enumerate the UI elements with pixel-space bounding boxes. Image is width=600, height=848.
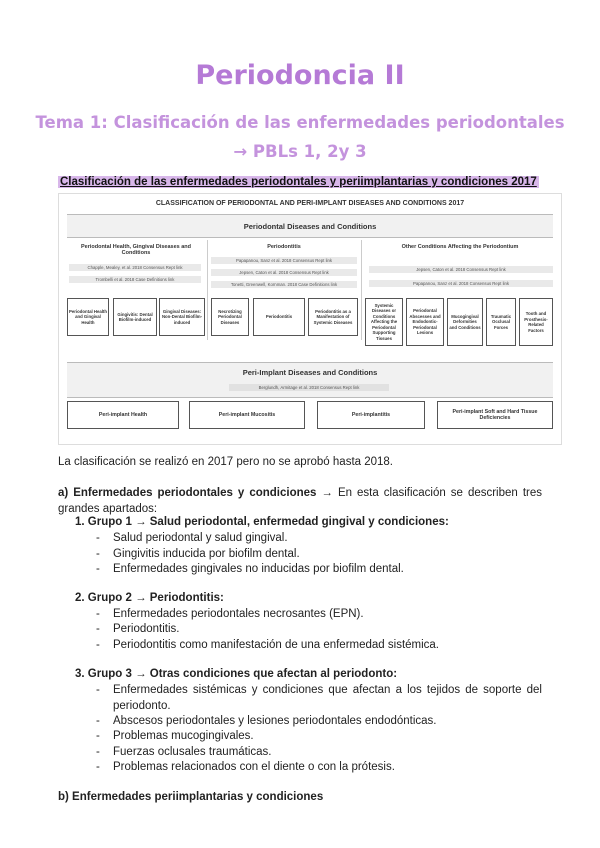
list-item: - Periodontitis como manifestación de una enfermedad sistémica.	[96, 639, 440, 651]
peri-implant-ref: Berglundh, Armitage et al. 2018 Consensus Rept link	[229, 384, 389, 391]
group2-ref: Jepsen, Caton et al. 2018 Consensus Rept link	[211, 269, 357, 276]
group1-ref: Chapple, Mealey, et al. 2018 Consensus Rept link	[69, 264, 201, 271]
peri-implant-box: Peri-implantitis	[317, 401, 425, 429]
part-a-rest: → En esta clasificación se describen tres grandes apartados:	[58, 487, 542, 515]
list-item: - Periodontitis.	[96, 623, 180, 635]
periodontal-band	[67, 214, 553, 238]
figure-title: CLASSIFICATION OF PERIODONTAL AND PERI-IMPLANT DISEASES AND CONDITIONS 2017	[155, 200, 465, 207]
section-heading: Clasificación de las enfermedades periodontales y periimplantarias y condiciones 2017	[60, 176, 537, 188]
page-subtitle: Tema 1: Clasificación de las enfermedades periodontales → PBLs 1, 2y 3	[35, 113, 565, 161]
classification-figure	[58, 193, 562, 445]
list-item: - Abscesos periodontales y lesiones periodontales endodónticas.	[96, 715, 437, 727]
list-item: - Enfermedades periodontales necrosantes (EPN).	[96, 608, 364, 620]
list-item: - Problemas relacionados con el diente o con la prótesis.	[96, 761, 395, 773]
group3-box: Mucogingival Deformities and Conditions	[447, 298, 483, 346]
peri-implant-box: Peri-implant Soft and Hard Tissue Deficiencies	[437, 401, 553, 429]
group2-box: Periodontitis	[253, 298, 305, 336]
group3-box: Tooth and Prosthesis-Related Factors	[519, 298, 553, 346]
group3-heading: Other Conditions Affecting the Periodontium	[401, 244, 519, 250]
part-b-heading: b) Enfermedades periimplantarias y condiciones	[58, 791, 324, 803]
group3-box: Systemic Diseases or Conditions Affecting the Periodontal Supporting Tissues	[365, 298, 403, 346]
group2-box: Necrotizing Periodontal Diseases	[211, 298, 249, 336]
group1-ref: Trombelli et al. 2018 Case Definitions link	[69, 276, 201, 283]
periodontal-band-label: Periodontal Diseases and Conditions	[243, 222, 377, 231]
group3-box: Traumatic Occlusal Forces	[486, 298, 516, 346]
list-item: - Enfermedades gingivales no inducidas por biofilm dental.	[96, 563, 404, 575]
list-item: - Gingivitis inducida por biofilm dental.	[96, 548, 300, 560]
list-item: - Salud periodontal y salud gingival.	[96, 532, 288, 544]
group-title: 3. Grupo 3 → Otras condiciones que afectan al periodonto:	[75, 668, 398, 680]
part-a-paragraph	[58, 486, 542, 517]
list-item: - Fuerzas oclusales traumáticas.	[96, 746, 272, 758]
group1-box: Gingival Diseases: Non-Dental Biofilm-induced	[159, 298, 205, 336]
group1-heading: Periodontal Health, Gingival Diseases and Conditions	[80, 244, 192, 256]
group-divider	[207, 240, 208, 340]
list-item: - Problemas mucogingivales.	[96, 730, 254, 742]
group-title: 2. Grupo 2 → Periodontitis:	[75, 592, 224, 604]
group3-box: Periodontal Abscesses and Endodontic-Periodontal Lesions	[406, 298, 444, 346]
group-divider	[361, 240, 362, 340]
part-a-heading: a) Enfermedades periodontales y condiciones	[58, 487, 317, 499]
group-title: 1. Grupo 1 → Salud periodontal, enfermedad gingival y condiciones:	[75, 516, 449, 528]
group3-ref: Papapanou, Sanz et al. 2018 Consensus Rept link	[369, 280, 553, 287]
peri-implant-box: Peri-implant Mucositis	[189, 401, 305, 429]
group3-ref: Jepsen, Caton et al. 2018 Consensus Rept link	[369, 266, 553, 273]
group2-ref: Papapanou, Sanz et al. 2018 Consensus Rept link	[211, 257, 357, 264]
group2-box: Periodontitis as a Manifestation of Systemic Diseases	[308, 298, 358, 336]
peri-implant-band	[67, 362, 553, 398]
peri-implant-heading: Peri-Implant Diseases and Conditions	[242, 368, 378, 377]
group1-box: Periodontal Health and Gingival Health	[67, 298, 109, 336]
group2-ref: Tonetti, Greenwell, Kornman. 2018 Case Definitions link	[211, 281, 357, 288]
page-title: Periodoncia II	[195, 60, 405, 91]
list-item: - Enfermedades sistémicas y condiciones que afectan a los tejidos de soporte del periodonto.	[96, 684, 542, 712]
group1-box: Gingivitis: Dental Biofilm-induced	[113, 298, 157, 336]
group2-heading: Periodontitis	[267, 244, 301, 250]
peri-implant-box: Peri-implant Health	[67, 401, 179, 429]
intro-text: La clasificación se realizó en 2017 pero no se aprobó hasta 2018.	[58, 456, 394, 468]
